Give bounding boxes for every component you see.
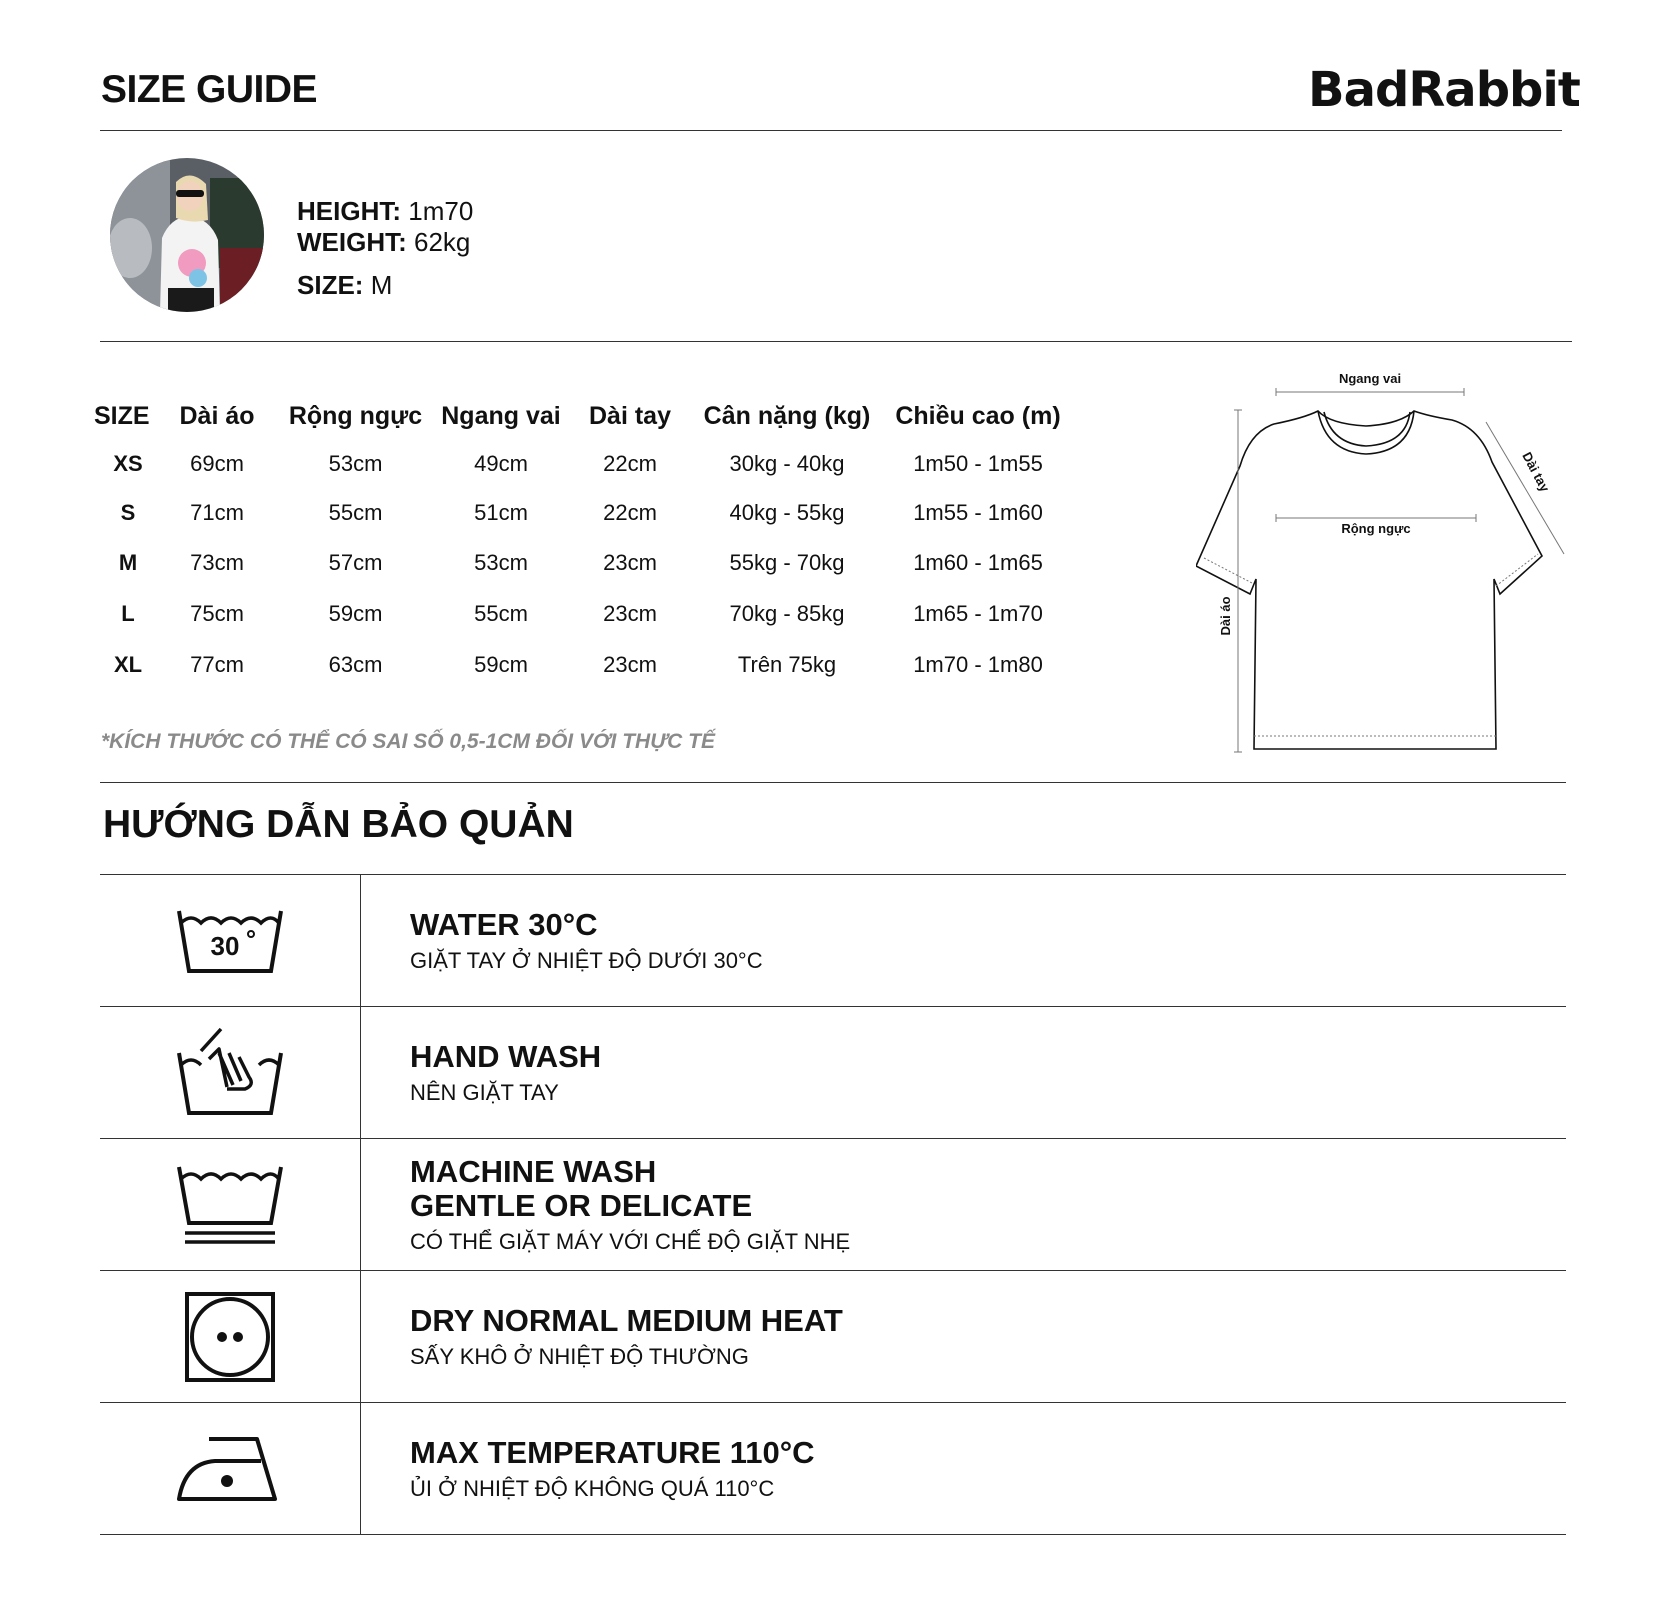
care-list	[100, 874, 1566, 1535]
shoulder-cell: 53cm	[474, 550, 528, 575]
size-cell: XL	[113, 652, 143, 677]
sleeve-cell: 23cm	[603, 652, 657, 677]
sleeve-cell: 23cm	[603, 550, 657, 575]
length-cell: 77cm	[190, 652, 244, 677]
header-chest: Rộng ngực	[288, 401, 423, 430]
iron-medium-icon	[175, 1433, 285, 1505]
header-size: SIZE	[94, 401, 150, 430]
shoulder-cell: 49cm	[474, 451, 528, 476]
diagram-label-shoulder: Ngang vai	[1338, 371, 1402, 386]
header-weight: Cân nặng (kg)	[703, 401, 871, 430]
page-title: SIZE GUIDE	[101, 68, 318, 111]
size-cell: XS	[113, 451, 143, 476]
table-row	[94, 488, 1079, 538]
length-cell: 69cm	[190, 451, 244, 476]
header-length: Dài áo	[179, 401, 255, 430]
care-desc: GIẶT TAY Ở NHIỆT ĐỘ DƯỚI 30°C	[410, 947, 763, 973]
hand-wash-icon	[175, 1023, 285, 1123]
care-name-line2: GENTLE OR DELICATE	[410, 1187, 753, 1223]
chest-cell: 63cm	[328, 652, 383, 677]
diagram-label-chest: Rộng ngực	[1341, 521, 1411, 536]
care-item	[100, 1271, 1566, 1403]
sleeve-cell: 22cm	[603, 451, 657, 476]
length-cell: 73cm	[190, 550, 244, 575]
height-cell: 1m65 - 1m70	[913, 601, 1043, 626]
size-cell: L	[121, 601, 135, 626]
size-table-header	[94, 392, 1079, 440]
chest-cell: 59cm	[328, 601, 383, 626]
care-item	[100, 1403, 1566, 1535]
model-size: SIZE: M	[297, 270, 393, 300]
table-row	[94, 640, 1079, 690]
care-name: HAND WASH	[410, 1038, 602, 1074]
care-desc: NÊN GIẶT TAY	[410, 1079, 559, 1105]
table-row	[94, 440, 1079, 488]
size-table	[94, 392, 1079, 690]
care-item	[100, 1139, 1566, 1271]
svg-text:30: 30	[210, 930, 240, 961]
size-cell: S	[120, 500, 136, 525]
care-item	[100, 1007, 1566, 1139]
header-height: Chiều cao (m)	[895, 401, 1061, 430]
sleeve-cell: 22cm	[603, 500, 657, 525]
wash-30-icon	[175, 901, 285, 981]
chest-cell: 55cm	[328, 500, 383, 525]
model-avatar	[110, 158, 264, 312]
brand-logo: BadRabbit	[1308, 62, 1580, 118]
weight-cell: Trên 75kg	[737, 652, 837, 677]
divider	[100, 782, 1566, 783]
care-item	[100, 874, 1566, 1007]
care-name: MACHINE WASH	[410, 1153, 657, 1189]
tolerance-note: *KÍCH THƯỚC CÓ THỂ CÓ SAI SỐ 0,5-1CM ĐỐI VỚI THỰC TẾ	[101, 730, 716, 753]
height-cell: 1m60 - 1m65	[913, 550, 1043, 575]
model-weight: WEIGHT: 62kg	[297, 227, 471, 257]
chest-cell: 57cm	[328, 550, 383, 575]
shoulder-cell: 55cm	[474, 601, 528, 626]
size-cell: M	[118, 550, 138, 575]
sleeve-cell: 23cm	[603, 601, 657, 626]
header-shoulder: Ngang vai	[441, 401, 561, 430]
care-title: HƯỚNG DẪN BẢO QUẢN	[103, 803, 574, 846]
length-cell: 75cm	[190, 601, 244, 626]
height-cell: 1m70 - 1m80	[913, 652, 1043, 677]
tshirt-diagram	[1196, 366, 1576, 766]
weight-cell: 55kg - 70kg	[729, 550, 845, 575]
length-cell: 71cm	[190, 500, 244, 525]
shoulder-cell: 59cm	[474, 652, 528, 677]
shoulder-cell: 51cm	[474, 500, 528, 525]
care-name: MAX TEMPERATURE 110°C	[410, 1434, 815, 1470]
height-cell: 1m50 - 1m55	[913, 451, 1043, 476]
header-sleeve: Dài tay	[589, 401, 671, 430]
weight-cell: 70kg - 85kg	[729, 601, 845, 626]
model-height: HEIGHT: 1m70	[297, 196, 474, 226]
care-desc: ỦI Ở NHIỆT ĐỘ KHÔNG QUÁ 110°C	[410, 1475, 775, 1501]
care-desc: CÓ THỂ GIẶT MÁY VỚI CHẾ ĐỘ GIẶT NHẸ	[410, 1228, 851, 1254]
weight-cell: 30kg - 40kg	[729, 451, 845, 476]
diagram-label-sleeve: Dài tay	[1519, 449, 1553, 495]
diagram-label-length: Dài áo	[1218, 596, 1233, 636]
care-name: WATER 30°C	[410, 906, 598, 942]
table-row	[94, 538, 1079, 588]
table-row	[94, 588, 1079, 640]
height-cell: 1m55 - 1m60	[913, 500, 1043, 525]
machine-wash-gentle-icon	[175, 1163, 285, 1247]
chest-cell: 53cm	[328, 451, 383, 476]
tumble-dry-medium-icon	[184, 1291, 276, 1383]
weight-cell: 40kg - 55kg	[729, 500, 845, 525]
care-name: DRY NORMAL MEDIUM HEAT	[410, 1302, 843, 1338]
divider	[100, 341, 1572, 342]
care-desc: SẤY KHÔ Ở NHIỆT ĐỘ THƯỜNG	[410, 1343, 749, 1369]
divider	[100, 130, 1562, 131]
